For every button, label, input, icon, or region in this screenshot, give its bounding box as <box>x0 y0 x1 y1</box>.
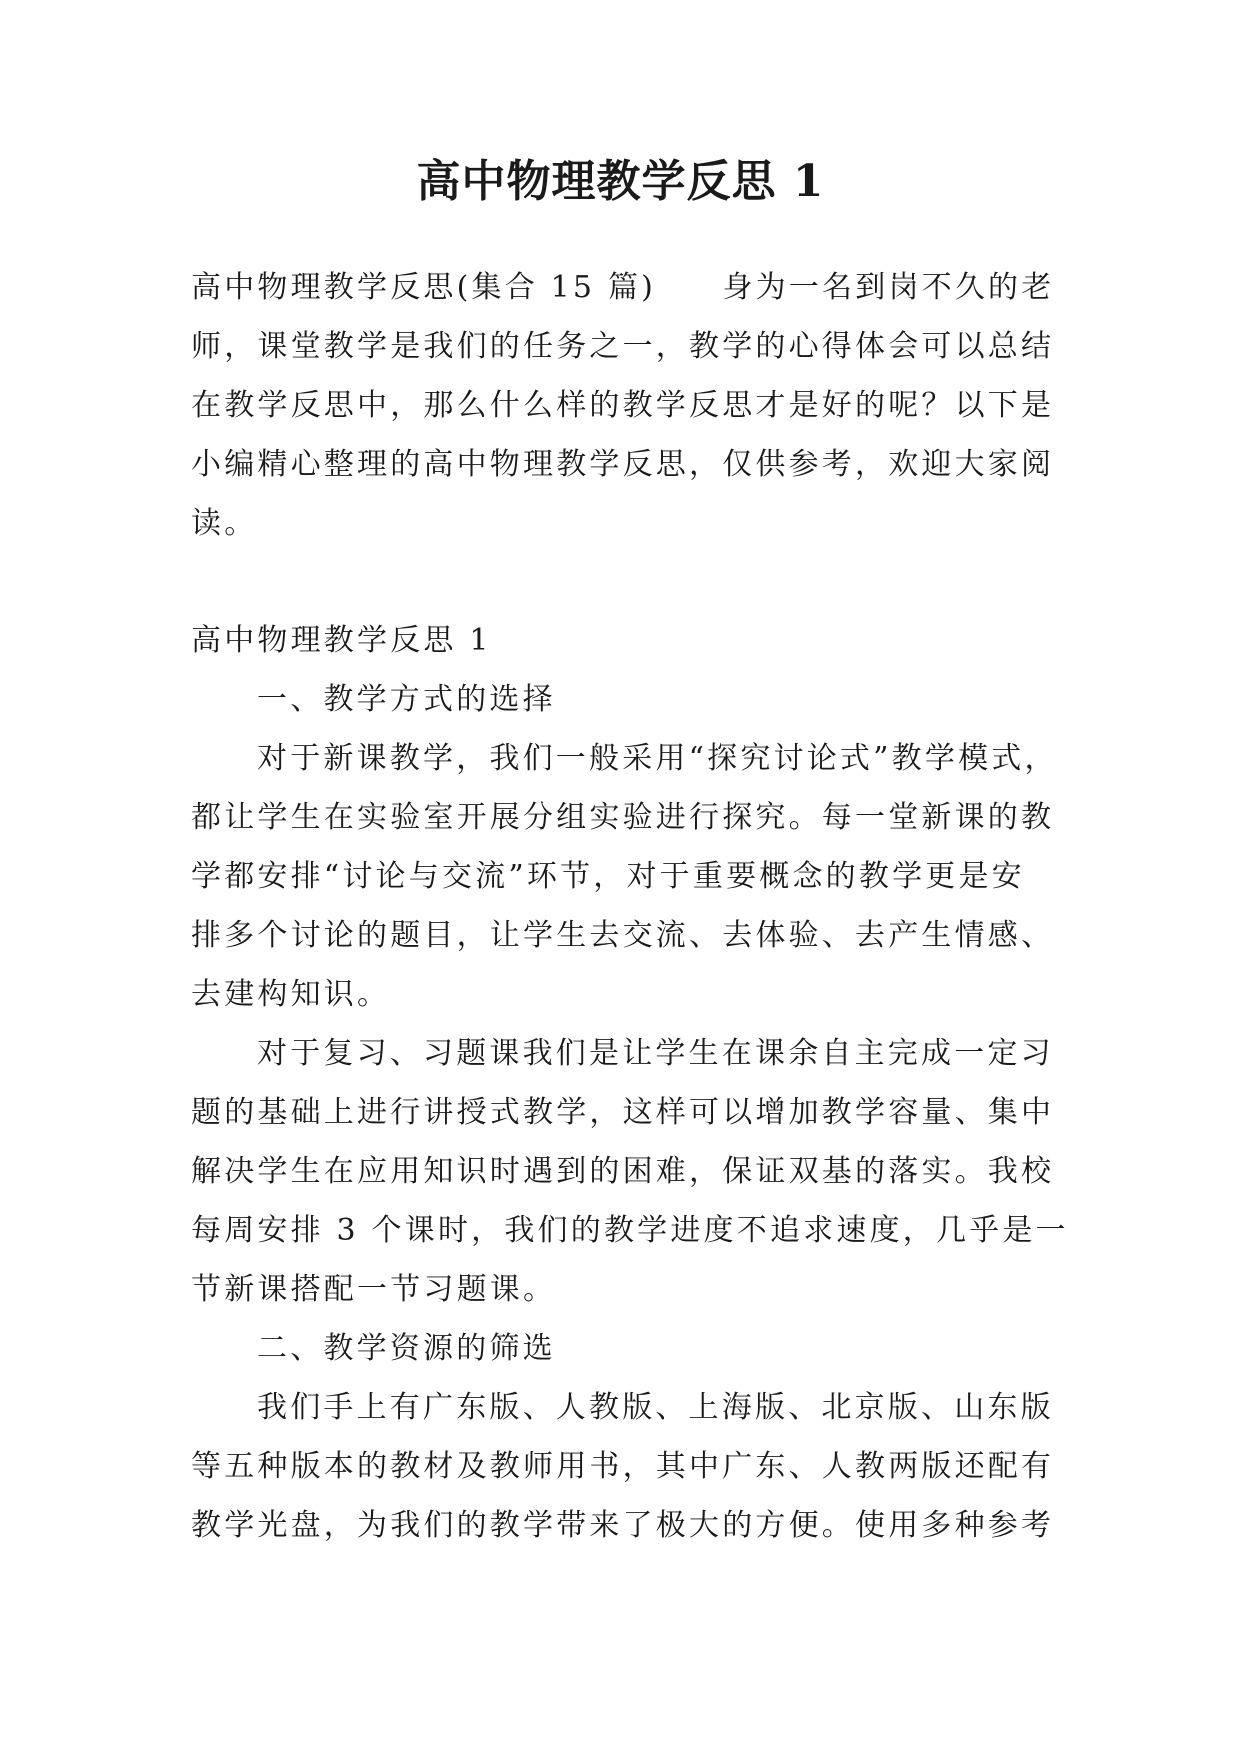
text-line: 去建构知识。 <box>191 977 391 1012</box>
intro-paragraph <box>191 258 1055 553</box>
subheading-teaching-method: 一、教学方式的选择 <box>257 682 556 717</box>
text-line: 每周安排 3 个课时，我们的教学进度不追求速度，几乎是一 <box>191 1213 1069 1248</box>
paragraph-review-lessons <box>191 1024 1069 1319</box>
document-body <box>191 258 1069 1555</box>
subheading-teaching-resources: 二、教学资源的筛选 <box>257 1331 556 1366</box>
text-line: 排多个讨论的题目，让学生去交流、去体验、去产生情感、 <box>191 918 1055 953</box>
text-line: 都让学生在实验室开展分组实验进行探究。每一堂新课的教 <box>191 800 1055 835</box>
document-title: 高中物理教学反思 1 <box>416 156 825 207</box>
spacer <box>191 553 1051 611</box>
text-line: 读。 <box>191 506 258 541</box>
text-line: 学都安排“讨论与交流”环节，对于重要概念的教学更是安 <box>191 859 1025 894</box>
text-line: 在教学反思中，那么什么样的教学反思才是好的呢？以下是 <box>191 388 1055 423</box>
text-line: 小编精心整理的高中物理教学反思，仅供参考，欢迎大家阅 <box>191 447 1055 482</box>
paragraph-new-lessons <box>191 729 1058 1024</box>
text-line: 师，课堂教学是我们的任务之一，教学的心得体会可以总结 <box>191 329 1055 364</box>
text-line: 节新课搭配一节习题课。 <box>191 1272 557 1307</box>
section-heading: 高中物理教学反思 1 <box>191 623 492 658</box>
text-line: 我们手上有广东版、人教版、上海版、北京版、山东版 <box>257 1390 1054 1425</box>
text-line: 对于新课教学，我们一般采用“探究讨论式”教学模式， <box>257 741 1058 776</box>
text-line: 题的基础上进行讲授式教学，这样可以增加教学容量、集中 <box>191 1095 1055 1130</box>
text-line: 解决学生在应用知识时遇到的困难，保证双基的落实。我校 <box>191 1154 1055 1189</box>
text-line: 等五种版本的教材及教师用书，其中广东、人教两版还配有 <box>191 1449 1055 1484</box>
text-line: 高中物理教学反思(集合 15 篇) 身为一名到岗不久的老 <box>191 270 1055 305</box>
paragraph-textbook-versions <box>191 1378 1055 1555</box>
text-line: 对于复习、习题课我们是让学生在课余自主完成一定习 <box>257 1036 1054 1071</box>
text-line: 教学光盘，为我们的教学带来了极大的方便。使用多种参考 <box>191 1508 1055 1543</box>
